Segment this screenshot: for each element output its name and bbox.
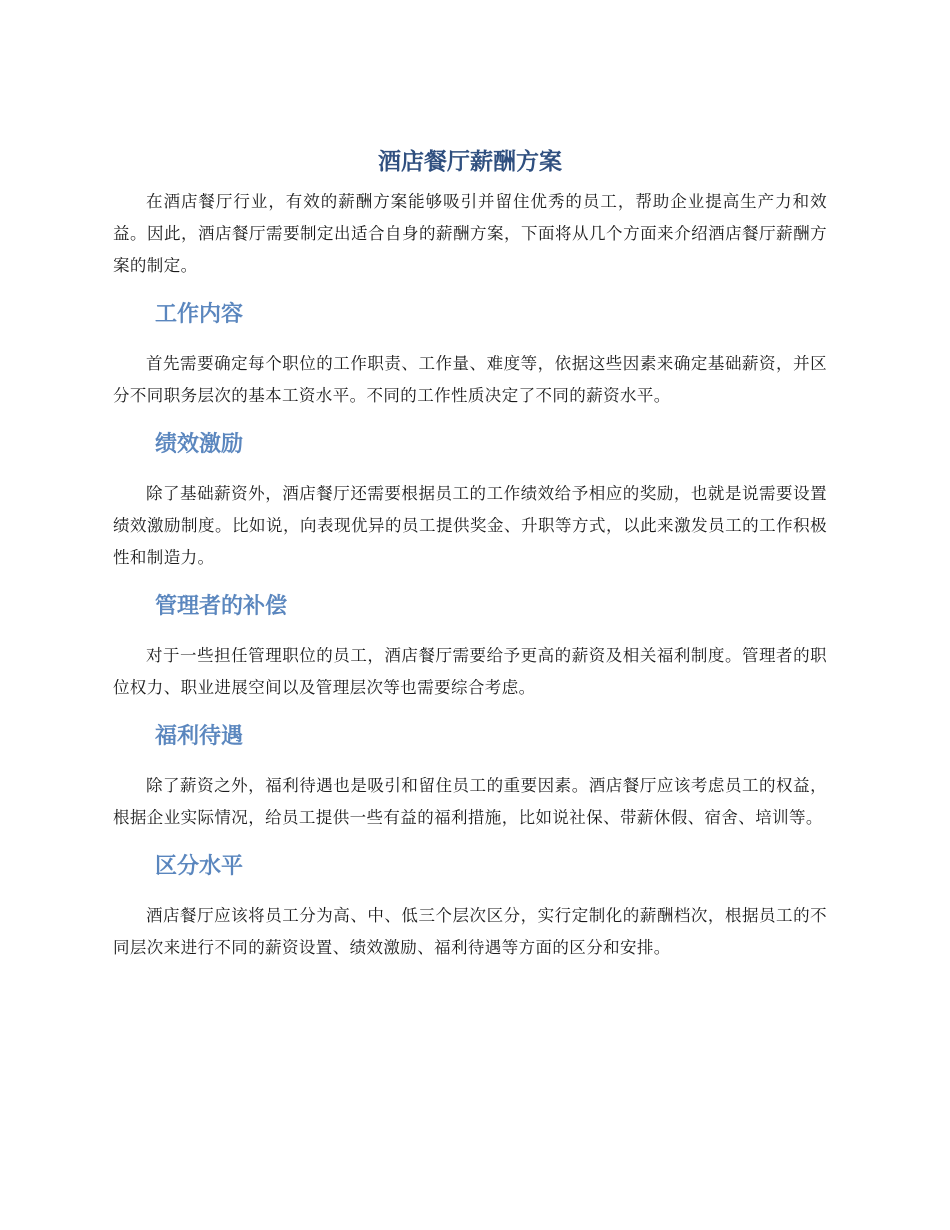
section-body: 除了基础薪资外，酒店餐厅还需要根据员工的工作绩效给予相应的奖励，也就是说需要设置绩效激励制度。比如说，向表现优异的员工提供奖金、升职等方式，以此来激发员工的工作积极性和制造力。	[113, 484, 827, 567]
section-heading: 区分水平	[155, 854, 244, 879]
section-body: 对于一些担任管理职位的员工，酒店餐厅需要给予更高的薪资及相关福利制度。管理者的职位权力、职业进展空间以及管理层次等也需要综合考虑。	[113, 646, 827, 697]
section-body: 除了薪资之外，福利待遇也是吸引和留住员工的重要因素。酒店餐厅应该考虑员工的权益，根据企业实际情况，给员工提供一些有益的福利措施，比如说社保、带薪休假、宿舍、培训等。	[113, 776, 827, 827]
section-performance-incentive	[113, 428, 827, 574]
section-heading: 福利待遇	[155, 724, 244, 749]
section-heading: 绩效激励	[155, 432, 244, 457]
document-title: 酒店餐厅薪酬方案	[378, 149, 562, 175]
section-benefits	[113, 720, 827, 834]
section-work-content	[113, 298, 827, 412]
section-heading: 管理者的补偿	[155, 594, 288, 619]
section-level-distinction	[113, 850, 827, 964]
section-body: 酒店餐厅应该将员工分为高、中、低三个层次区分，实行定制化的薪酬档次，根据员工的不同层次来进行不同的薪资设置、绩效激励、福利待遇等方面的区分和安排。	[113, 906, 827, 957]
section-body: 首先需要确定每个职位的工作职责、工作量、难度等，依据这些因素来确定基础薪资，并区分不同职务层次的基本工资水平。不同的工作性质决定了不同的薪资水平。	[113, 354, 827, 405]
document-page	[113, 144, 827, 964]
section-heading: 工作内容	[155, 302, 244, 327]
intro-paragraph: 在酒店餐厅行业，有效的薪酬方案能够吸引并留住优秀的员工，帮助企业提高生产力和效益。因此，酒店餐厅需要制定出适合自身的薪酬方案，下面将从几个方面来介绍酒店餐厅薪酬方案的制定。	[113, 192, 827, 275]
section-manager-compensation	[113, 590, 827, 704]
